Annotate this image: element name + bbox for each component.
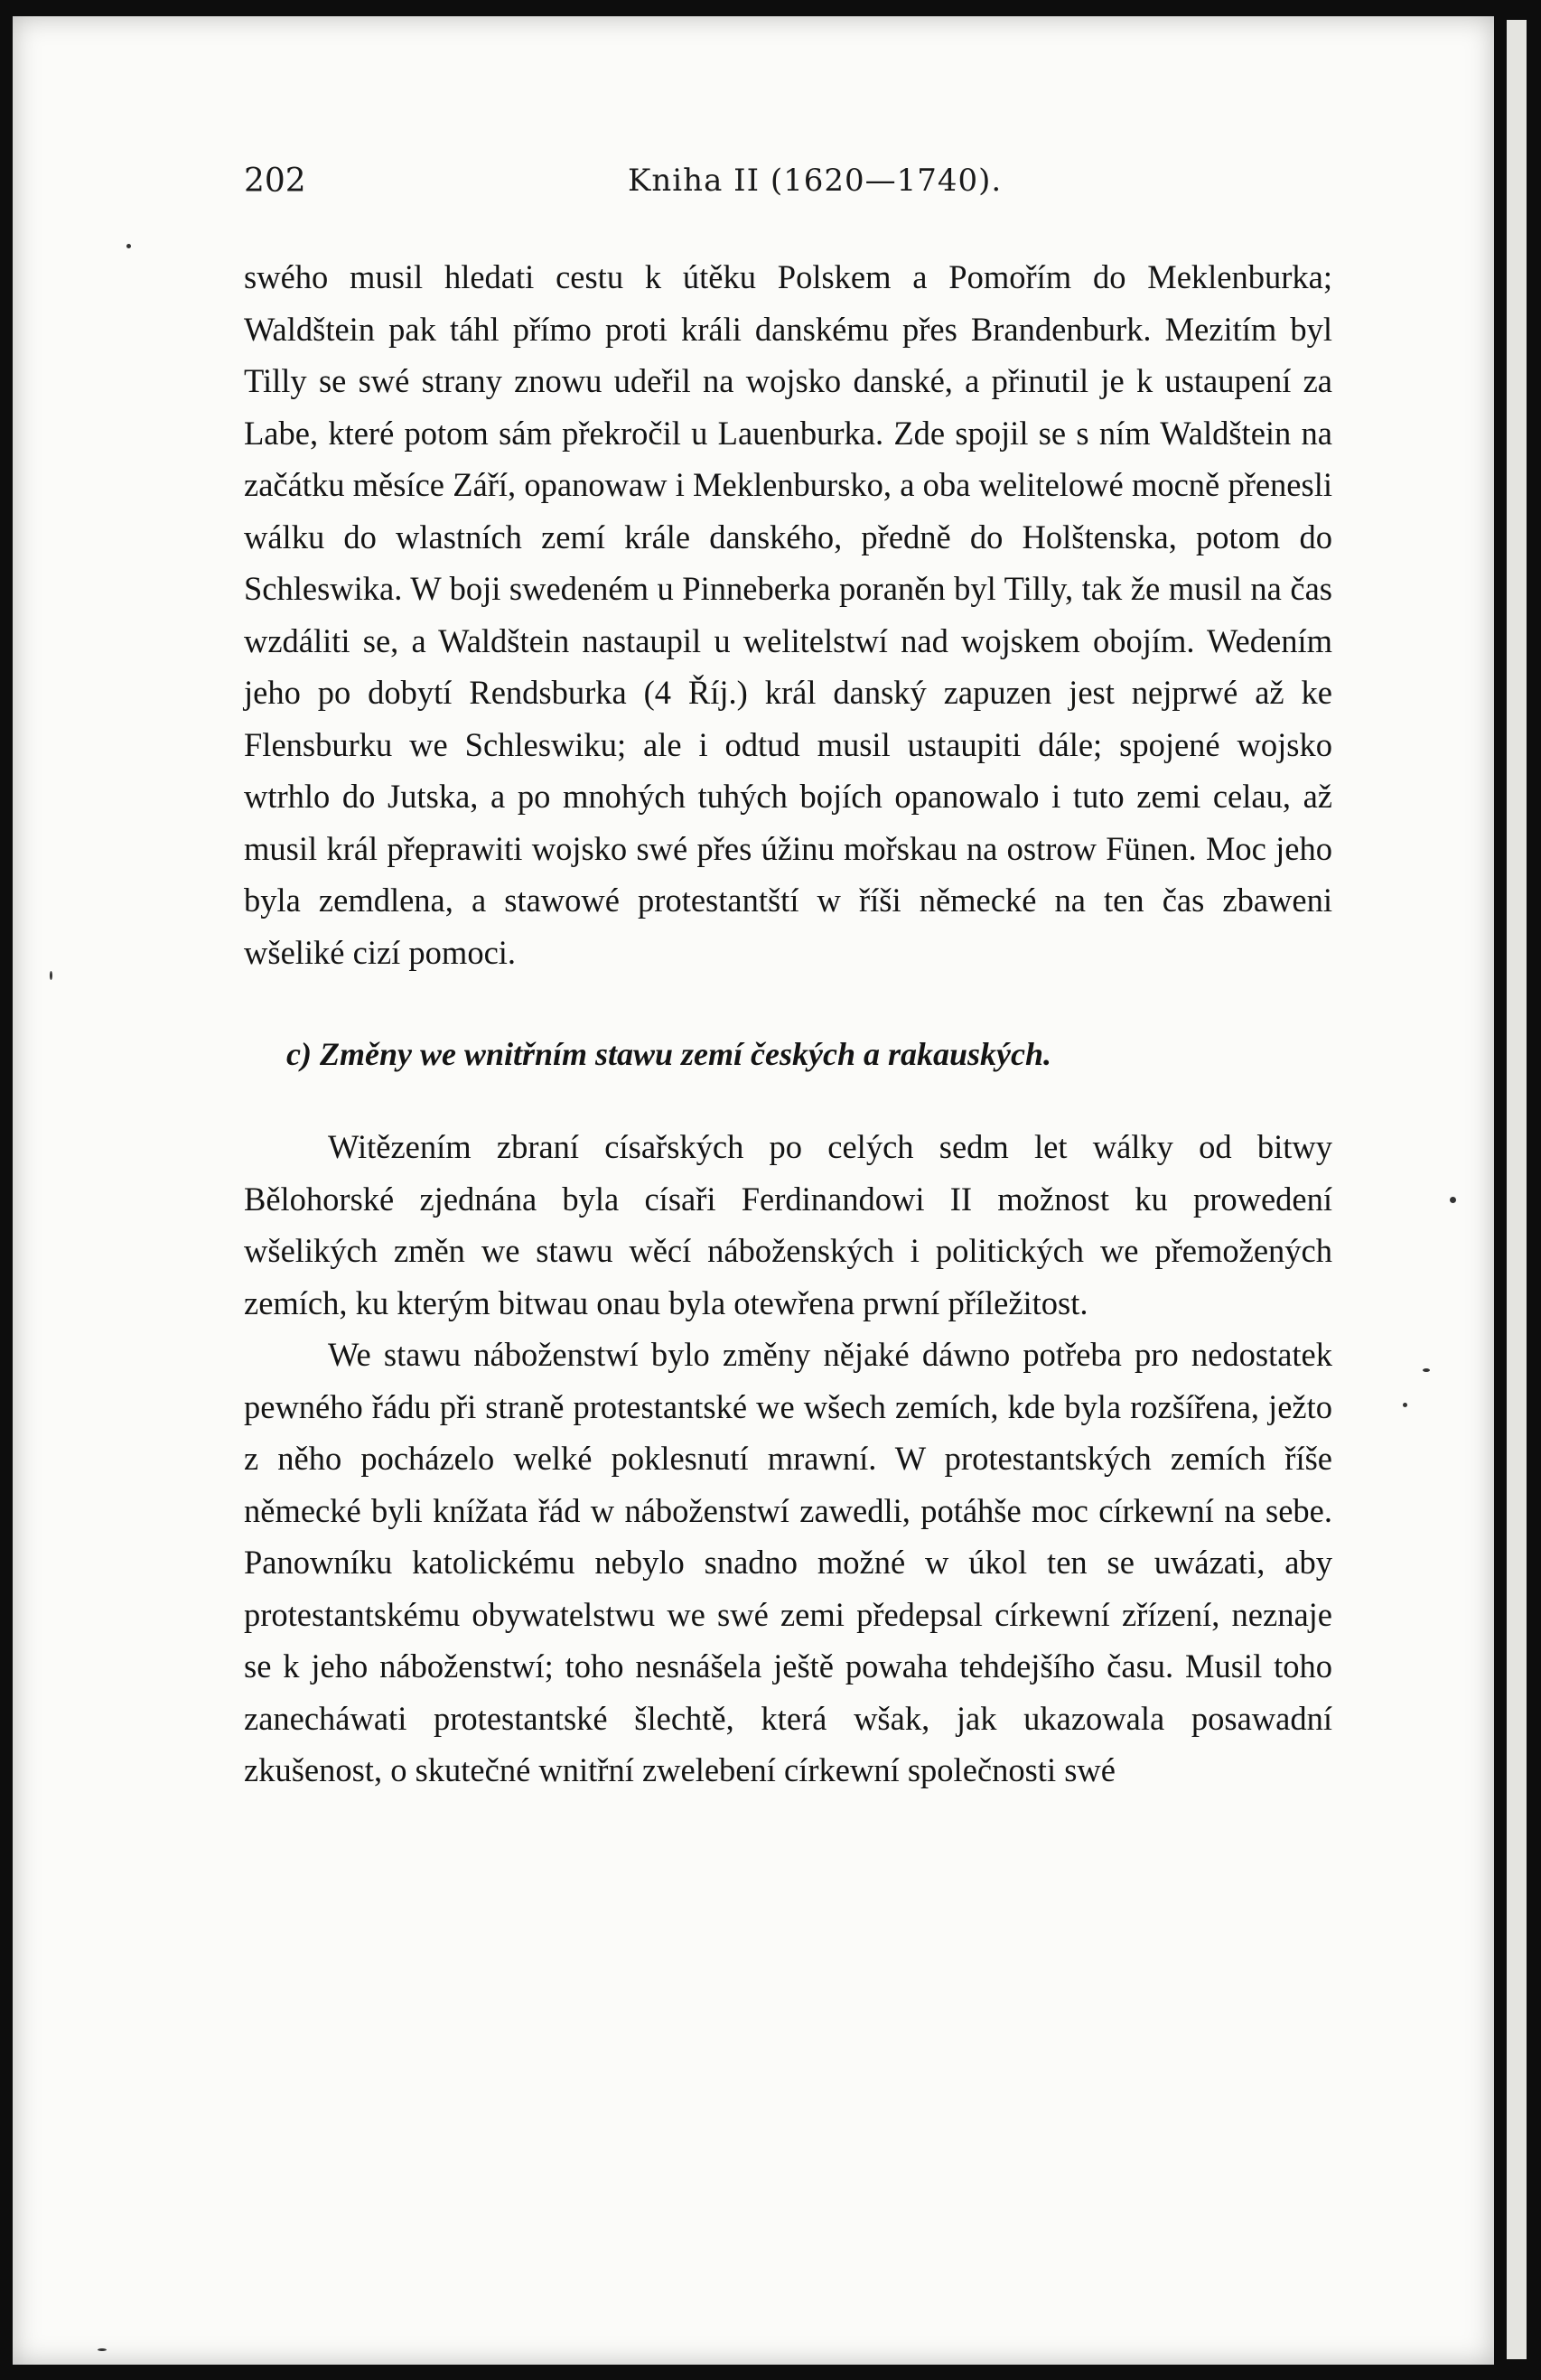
scan-speck	[1423, 1368, 1430, 1372]
scan-speck	[98, 2348, 107, 2351]
scan-speck	[1403, 1403, 1407, 1407]
next-page-edge	[1507, 20, 1527, 2359]
paragraph-1: swého musil hledati cestu k útěku Polskem a Pomořím do Meklenburka; Waldštein pak táhl přímo proti králi danskému přes Brandenburk. Mezitím byl Tilly se swé strany znowu udeřil na wojsko danské, a přinutil je k ustaupení za Labe, které potom sám překročil u Lauenburka. Zde spojil se s ním Waldštein na začátku měsíce Září, opanowaw i Meklenbursko, a oba welitelowé mocně přenesli wálku do wlastních zemí krále danského, předně do Holštenska, potom do Schleswika. W boji swedeném u Pinneberka poraněn byl Tilly, tak že musil na čas wzdáliti se, a Waldštein nastaupil u welitelstwí nad wojskem obojím. Wedením jeho po dobytí Rendsburka (4 Říj.) král danský zapuzen jest nejprwé až ke Flensburku we Schleswiku; ale i odtud musil ustaupiti dále; spojené wojsko wtrhlo do Jutska, a po mnohých tuhých bojích opanowalo i tuto zemi celau, až musil král přeprawiti wojsko swé přes úžinu mořskau na ostrow Fünen. Moc jeho byla zemdlena, a stawowé protestantští w říši německé na ten čas zbaweni wšeliké cizí pomoci.	[244, 258, 1332, 971]
scan-speck	[50, 971, 52, 980]
scan-speck	[1450, 1197, 1456, 1203]
section-heading: c) Změny we wnitřním stawu zemí českých a rakauských.	[286, 1036, 1052, 1072]
page-number: 202	[244, 163, 306, 200]
running-head: Kniha II (1620—1740).	[628, 163, 1003, 199]
page-header	[244, 163, 1332, 208]
paragraph-2: Witězením zbraní císařských po celých sedm let wálky od bitwy Bělohorské zjednána byla císaři Ferdinandowi II možnost ku prowedení wšelikých změn we stawu wěcí náboženských i politických we přemožených zemích, ku kterým bitwau onau byla otewřena prwní příležitost.	[244, 1128, 1332, 1321]
body-text	[244, 251, 1332, 1797]
scan-speck	[126, 244, 131, 248]
paragraph-3: We stawu náboženstwí bylo změny nějaké dáwno potřeba pro nedostatek pewného řádu při straně protestantské we wšech zemích, kde byla rozšířena, ježto z něho pocházelo welké poklesnutí mrawní. W protestantských zemích říše německé byli knížata řád w náboženstwí zawedli, potáhše moc církewní na sebe. Panowníku katolickému nebylo snadno možné w úkol ten se uwázati, aby protestantskému obywatelstwu we swé zemi předepsal církewní zřízení, neznaje se k jeho náboženstwí; toho nesnášela ještě powaha tehdejšího času. Musil toho zanecháwati protestantské šlechtě, která wšak, jak ukazowala posawadní zkušenost, o skutečné wnitřní zwelebení církewní společnosti swé	[244, 1336, 1332, 1788]
